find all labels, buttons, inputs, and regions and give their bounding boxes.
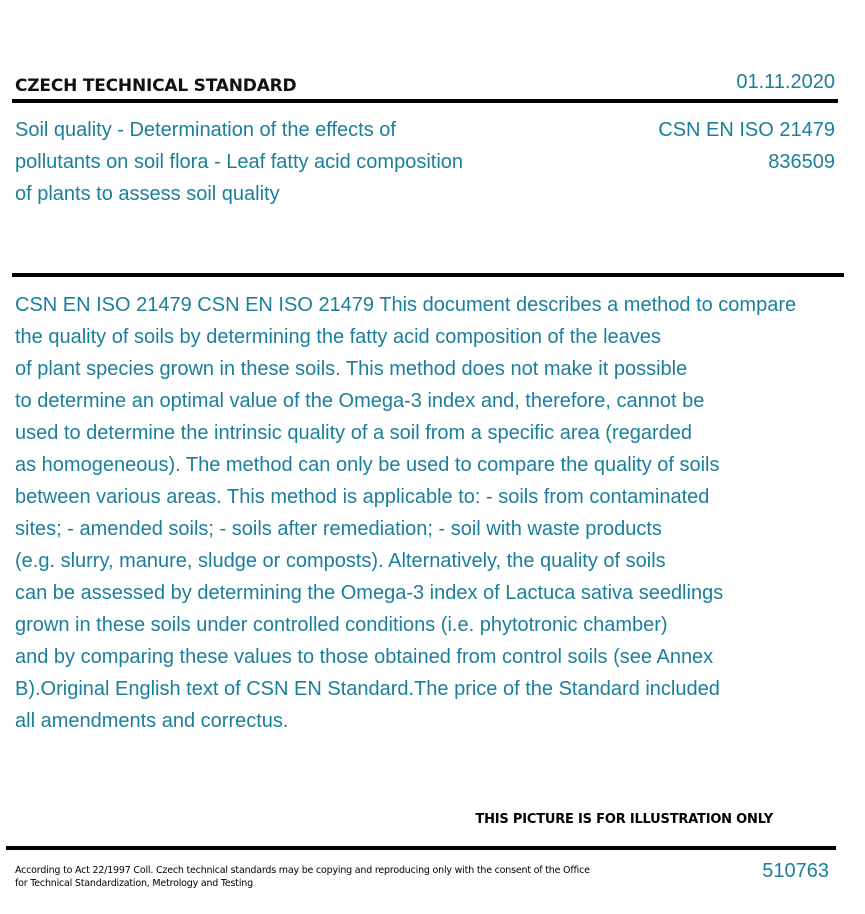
abstract-line: grown in these soils under controlled conditions (i.e. phytotronic chamber) bbox=[15, 614, 668, 636]
copyright-line: for Technical Standardization, Metrology and Testing bbox=[15, 878, 253, 889]
document-code: 510763 bbox=[762, 860, 829, 882]
title-line: pollutants on soil flora - Leaf fatty acid composition bbox=[15, 151, 464, 173]
abstract-text bbox=[15, 289, 796, 737]
abstract-line: can be assessed by determining the Omega-3 index of Lactuca sativa seedlings bbox=[15, 582, 724, 604]
document-type-label: CZECH TECHNICAL STANDARD bbox=[15, 76, 297, 96]
publication-date: 01.11.2020 bbox=[736, 71, 835, 93]
title-line: of plants to assess soil quality bbox=[15, 183, 280, 205]
abstract-line: used to determine the intrinsic quality of a soil from a specific area (regarded bbox=[15, 422, 693, 444]
standard-identifiers bbox=[658, 114, 835, 178]
footer-divider bbox=[6, 846, 836, 850]
title-line: Soil quality - Determination of the effects of bbox=[15, 119, 396, 141]
catalog-number: 836509 bbox=[768, 151, 835, 173]
abstract-line: as homogeneous). The method can only be used to compare the quality of soils bbox=[15, 454, 720, 476]
header-divider bbox=[12, 99, 838, 103]
abstract-line: and by comparing these values to those obtained from control soils (see Annex bbox=[15, 646, 714, 668]
standard-title bbox=[15, 114, 535, 210]
standard-number: CSN EN ISO 21479 bbox=[658, 119, 835, 141]
abstract-line: between various areas. This method is applicable to: - soils from contaminated bbox=[15, 486, 710, 508]
abstract-line: to determine an optimal value of the Omega-3 index and, therefore, cannot be bbox=[15, 390, 705, 412]
abstract-line: CSN EN ISO 21479 CSN EN ISO 21479 This document describes a method to compare bbox=[15, 294, 797, 316]
copyright-line: According to Act 22/1997 Coll. Czech technical standards may be copying and reproducing only with the consent of the Office bbox=[15, 865, 590, 876]
abstract-line: the quality of soils by determining the fatty acid composition of the leaves bbox=[15, 326, 661, 348]
abstract-line: of plant species grown in these soils. This method does not make it possible bbox=[15, 358, 688, 380]
illustration-disclaimer: THIS PICTURE IS FOR ILLUSTRATION ONLY bbox=[475, 812, 773, 827]
abstract-line: B).Original English text of CSN EN Standard.The price of the Standard included bbox=[15, 678, 720, 700]
copyright-notice bbox=[15, 864, 590, 890]
abstract-line: all amendments and correctus. bbox=[15, 710, 289, 732]
title-divider bbox=[12, 273, 844, 277]
abstract-line: sites; - amended soils; - soils after remediation; - soil with waste products bbox=[15, 518, 662, 540]
abstract-line: (e.g. slurry, manure, sludge or composts). Alternatively, the quality of soils bbox=[15, 550, 666, 572]
